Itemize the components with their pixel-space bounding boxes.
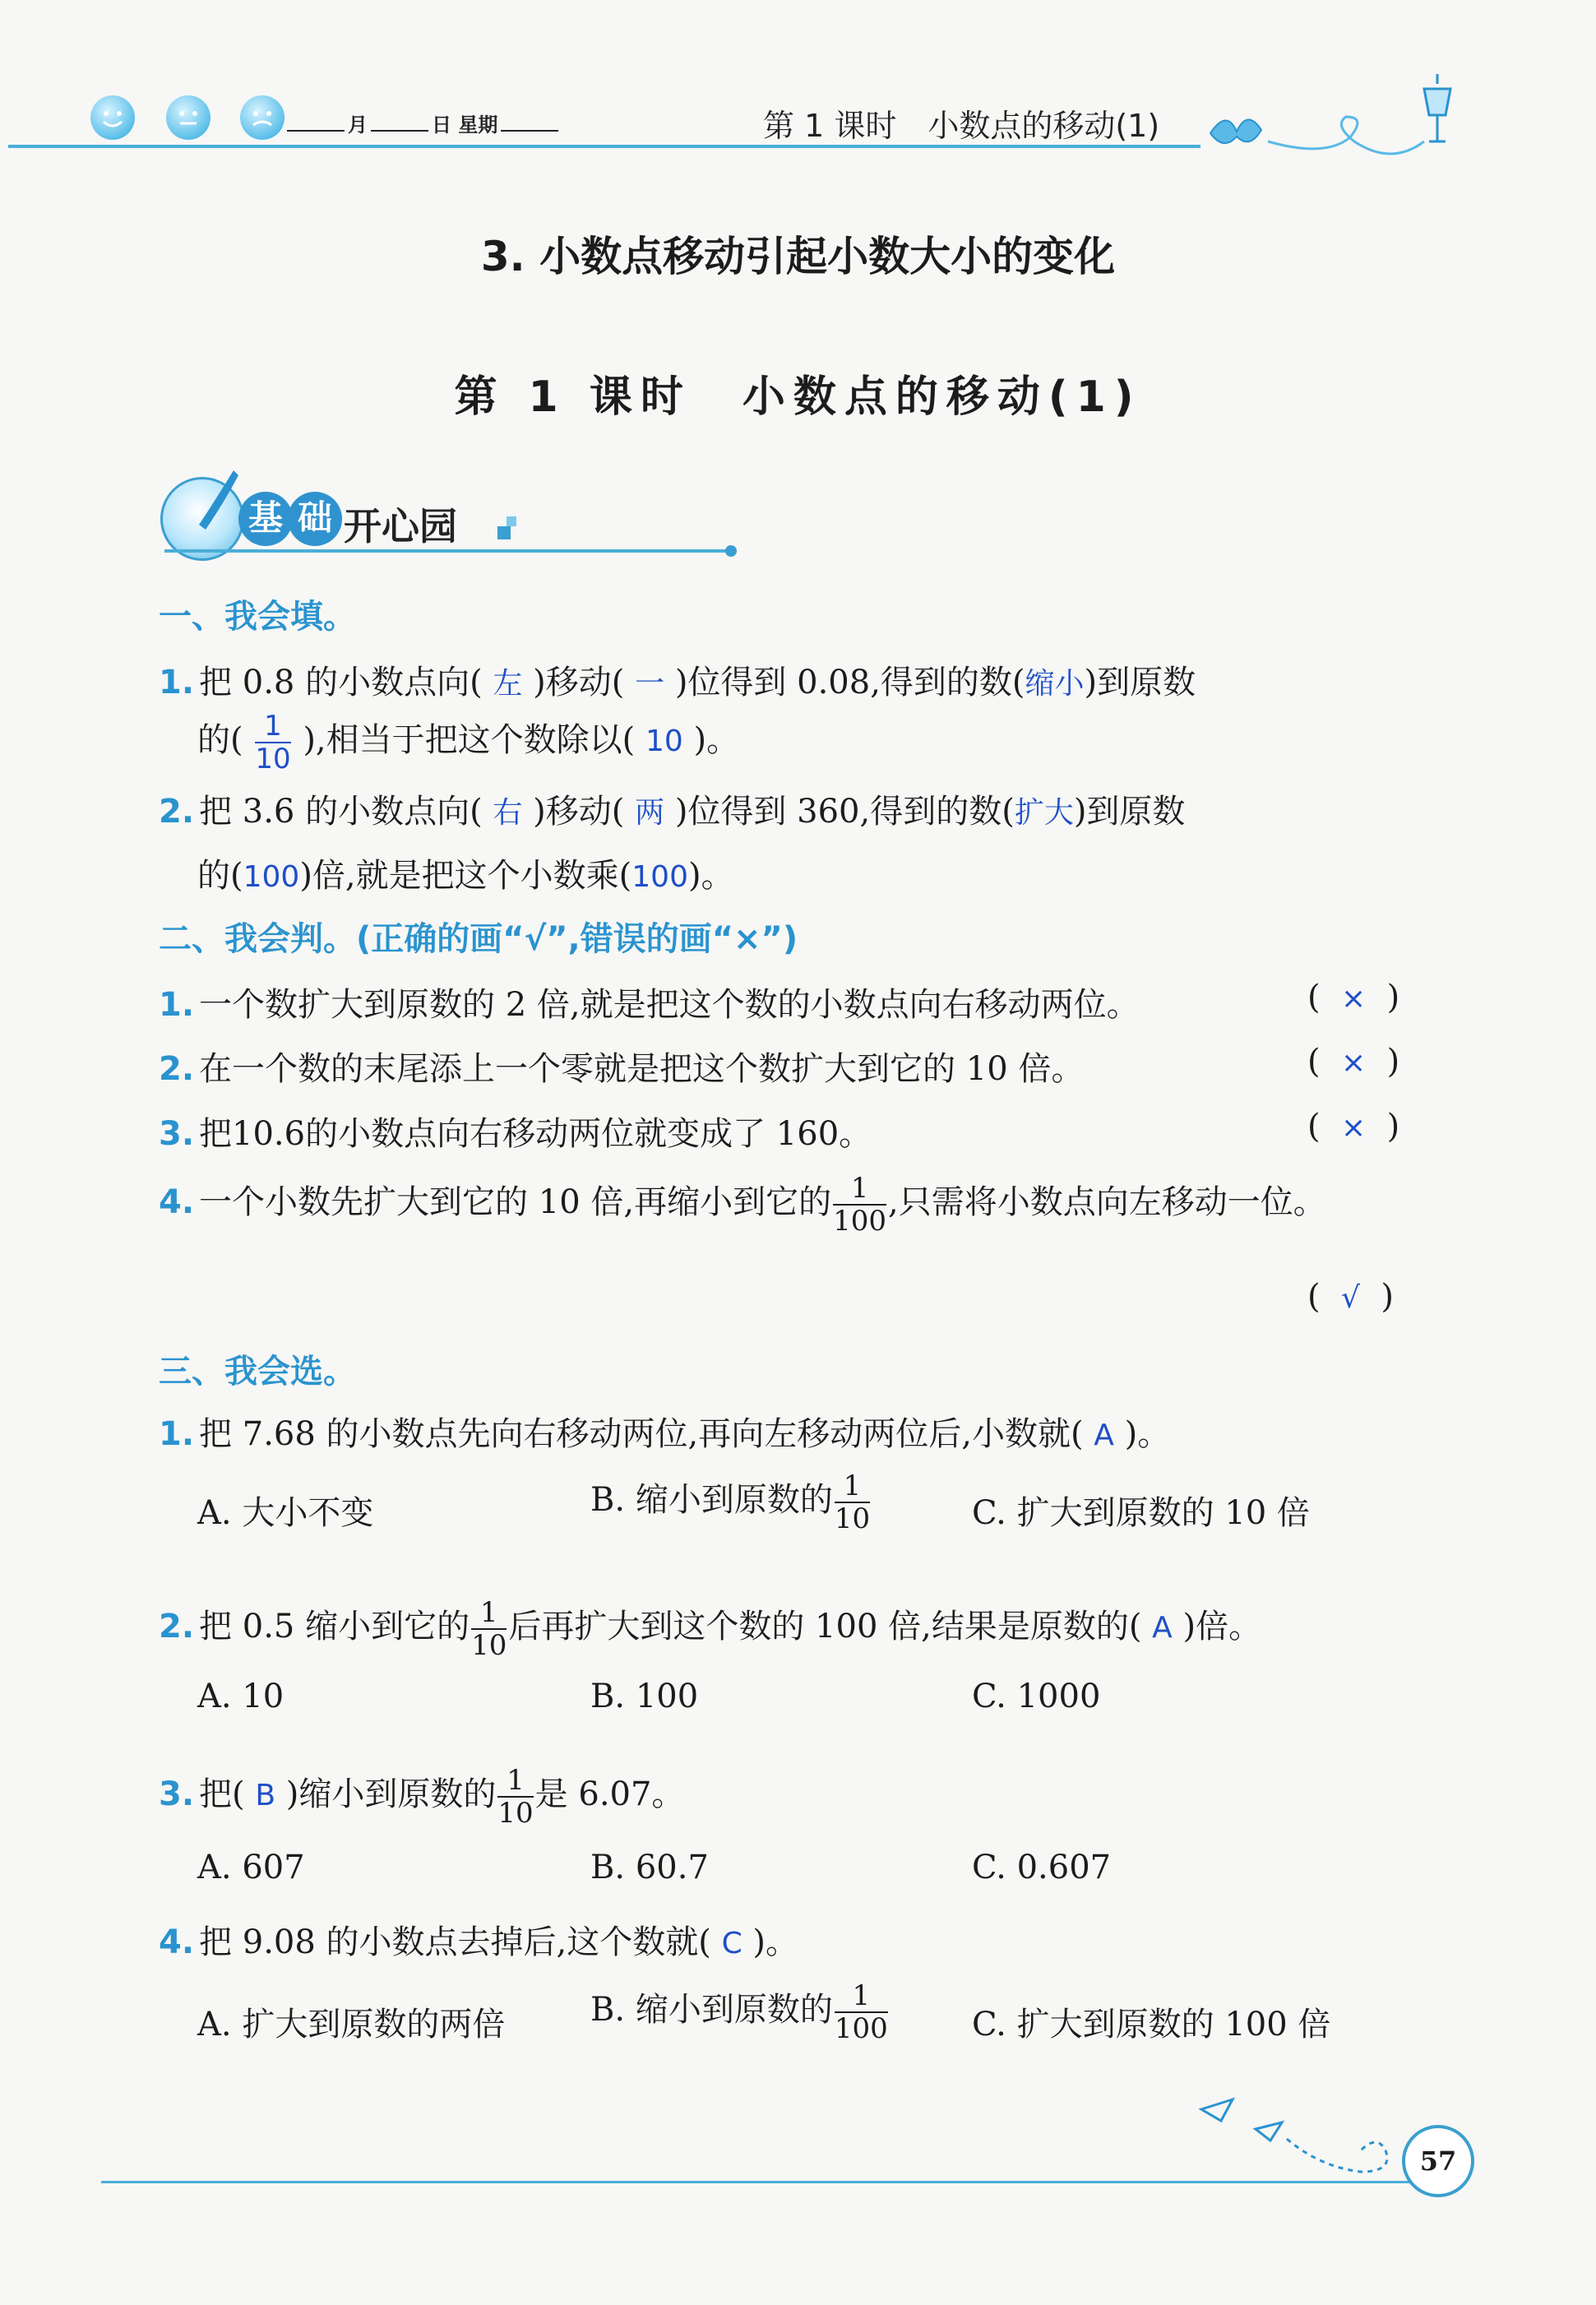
fraction: $\frac{1}{10}$ [471,1596,507,1662]
choose-q3: 3. 把( B )缩小到原数的 $\frac{1}{10}$ 是 6.07。 [159,1764,685,1830]
header-lesson-title: 第 1 课时 小数点的移动(1) [763,108,1160,144]
choose-q2-option-a: A. 10 [197,1678,285,1715]
lesson-title: 第 1 课时 小数点的移动(1) [454,373,1142,422]
choose-q1-option-b: B. 缩小到原数的 $\frac{1}{10}$ [590,1470,871,1535]
footer-rule [101,2181,1417,2183]
smiley-face-icon [240,95,285,140]
paper-plane-icon [1196,2093,1402,2187]
fraction: $\frac{1}{10}$ [497,1764,534,1830]
answer: C [721,1927,742,1960]
banner-dot [725,545,737,557]
decor-square [507,516,516,526]
answer: B [255,1779,276,1812]
judge-item-3: 3. 把10.6的小数点向右移动两位就变成了 160。 [159,1115,872,1153]
page-number: 57 [1402,2125,1474,2197]
banner-char: 基 [238,492,293,546]
choose-q3-option-b: B. 60.7 [590,1849,709,1886]
fill-q2-line2: 的(100)倍,就是把这个小数乘(100)。 [197,857,734,895]
choose-q2-option-b: B. 100 [590,1678,699,1715]
answer: 扩大 [1014,796,1074,830]
fill-q1-line2: 的( $\frac{1}{10}$ ),相当于把这个数除以( 10 )。 [197,710,740,775]
choose-q1: 1. 把 7.68 的小数点先向右移动两位,再向左移动两位后,小数就( A )。 [159,1415,1171,1453]
answer: 100 [631,860,688,894]
answer: 100 [243,860,300,894]
choose-q4-option-b: B. 缩小到原数的 $\frac{1}{100}$ [590,1979,888,2045]
answer-fraction: $\frac{1}{10}$ [255,710,291,775]
header-rule [8,145,1200,148]
judge-item-2: 2. 在一个数的末尾添上一个零就是把这个数扩大到它的 10 倍。 [159,1050,1085,1088]
fraction: $\frac{1}{100}$ [833,1172,886,1238]
choose-q4-option-a: A. 扩大到原数的两倍 [197,2006,506,2043]
answer: 右 [493,796,523,830]
judge-mark-1: ( × ) [1307,979,1400,1016]
smiley-face-icon [166,95,210,140]
fill-q2-line1: 2. 把 3.6 的小数点向( 右 )移动( 两 )位得到 360,得到的数(扩大)到原数 [159,793,1186,831]
judge-mark-4: ( √ ) [1307,1278,1395,1316]
choose-q2-option-c: C. 1000 [972,1678,1101,1715]
choose-q4-option-c: C. 扩大到原数的 100 倍 [972,2006,1331,2043]
answer: 左 [493,667,523,701]
unit-title: 3. 小数点移动引起小数大小的变化 [480,233,1116,280]
banner-rule [164,549,732,553]
answer: 缩小 [1025,667,1085,701]
answer: 10 [645,724,683,758]
choose-q1-option-a: A. 大小不变 [197,1494,374,1532]
answer: A [1152,1611,1173,1645]
fraction: $\frac{1}{100}$ [834,1979,888,2045]
section-fill-heading: 一、我会填。 [159,598,356,636]
choose-q4: 4. 把 9.08 的小数点去掉后,这个数就( C )。 [159,1923,799,1961]
decor-square [497,526,511,539]
banner-char: 础 [288,492,342,546]
choose-q2: 2. 把 0.5 缩小到它的 $\frac{1}{10}$ 后再扩大到这个数的 100 倍,结果是原数的( A )倍。 [159,1596,1262,1662]
date-fields: 月 日 星期 [284,109,562,137]
fraction: $\frac{1}{10}$ [834,1470,871,1535]
judge-mark-2: ( × ) [1307,1043,1400,1081]
choose-q3-option-a: A. 607 [197,1849,305,1886]
judge-item-1: 1. 一个数扩大到原数的 2 倍,就是把这个数的小数点向右移动两位。 [159,986,1140,1024]
section-choose-heading: 三、我会选。 [159,1353,356,1391]
section-judge-heading: 二、我会判。(正确的画“√”,错误的画“×”) [159,920,798,958]
judge-item-4: 4. 一个小数先扩大到它的 10 倍,再缩小到它的 $\frac{1}{100}$ ,只需将小数点向左移动一位。 [159,1172,1326,1238]
smiley-face-icon [90,95,135,140]
answer: 一 [635,667,665,701]
butterfly-icon [1202,92,1449,169]
answer: 两 [635,796,665,830]
banner-label: 开心园 [344,504,457,548]
fill-q1-line1: 1. 把 0.8 的小数点向( 左 )移动( 一 )位得到 0.08,得到的数(缩小)到原数 [159,664,1196,701]
choose-q1-option-c: C. 扩大到原数的 10 倍 [972,1494,1310,1532]
answer: A [1094,1419,1114,1452]
choose-q3-option-c: C. 0.607 [972,1849,1112,1886]
judge-mark-3: ( × ) [1307,1108,1400,1146]
brush-icon [191,467,240,536]
lamp-icon [1413,72,1462,150]
